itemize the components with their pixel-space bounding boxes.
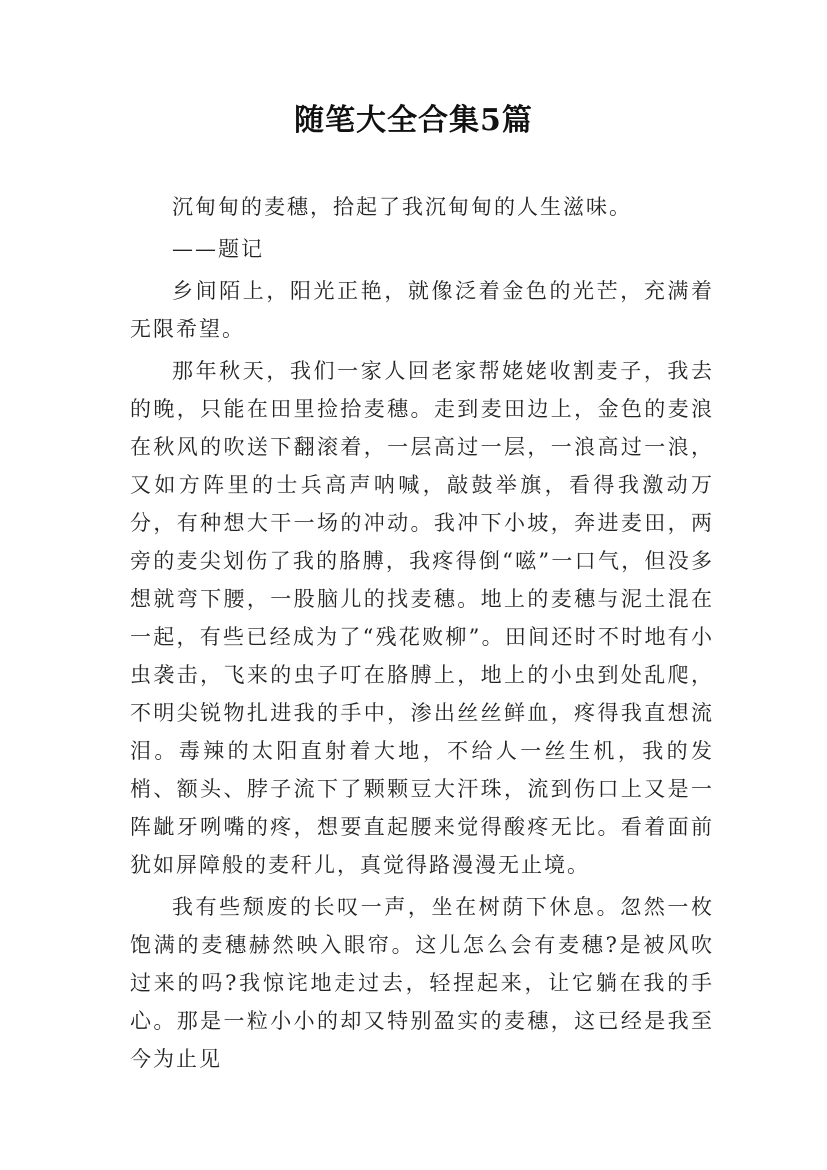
paragraph-1: 乡间陌上，阳光正艳，就像泛着金色的光芒，充满着无限希望。 — [130, 279, 714, 341]
document-body — [130, 188, 714, 1082]
document-title: 随笔大全合集5篇 — [294, 103, 533, 138]
paragraph-3: 我有些颓废的长叹一声，坐在树荫下休息。忽然一枚饱满的麦穗赫然映入眼帘。这儿怎么会有麦穗?是被风吹过来的吗?我惊诧地走过去，轻捏起来，让它躺在我的手心。那是一粒小小的却又特别盈实的麦穗，这已经是我至今为止见 — [130, 895, 714, 1071]
paragraph-2: 那年秋天，我们一家人回老家帮姥姥收割麦子，我去的晚，只能在田里捡拾麦穗。走到麦田边上，金色的麦浪在秋风的吹送下翻滚着，一层高过一层，一浪高过一浪，又如方阵里的士兵高声呐喊，敲鼓举旗，看得我激动万分，有种想大干一场的冲动。我冲下小坡，奔进麦田，两旁的麦尖划伤了我的胳膊，我疼得倒“嗞”一口气，但没多想就弯下腰，一股脑儿的找麦穗。地上的麦穗与泥土混在一起，有些已经成为了“残花败柳”。田间还时不时地有小虫袭击，飞来的虫子叮在胳膊上，地上的小虫到处乱爬，不明尖锐物扎进我的手中，渗出丝丝鲜血，疼得我直想流泪。毒辣的太阳直射着大地，不给人一丝生机，我的发梢、额头、脖子流下了颗颗豆大汗珠，流到伤口上又是一阵龇牙咧嘴的疼，想要直起腰来觉得酸疼无比。看着面前犹如屏障般的麦秆儿，真觉得路漫漫无止境。 — [130, 359, 714, 877]
paragraph-epigraph: 沉甸甸的麦穗，拾起了我沉甸甸的人生滋味。 — [172, 195, 632, 219]
paragraph-epigraph-attribution: ——题记 — [172, 237, 264, 261]
